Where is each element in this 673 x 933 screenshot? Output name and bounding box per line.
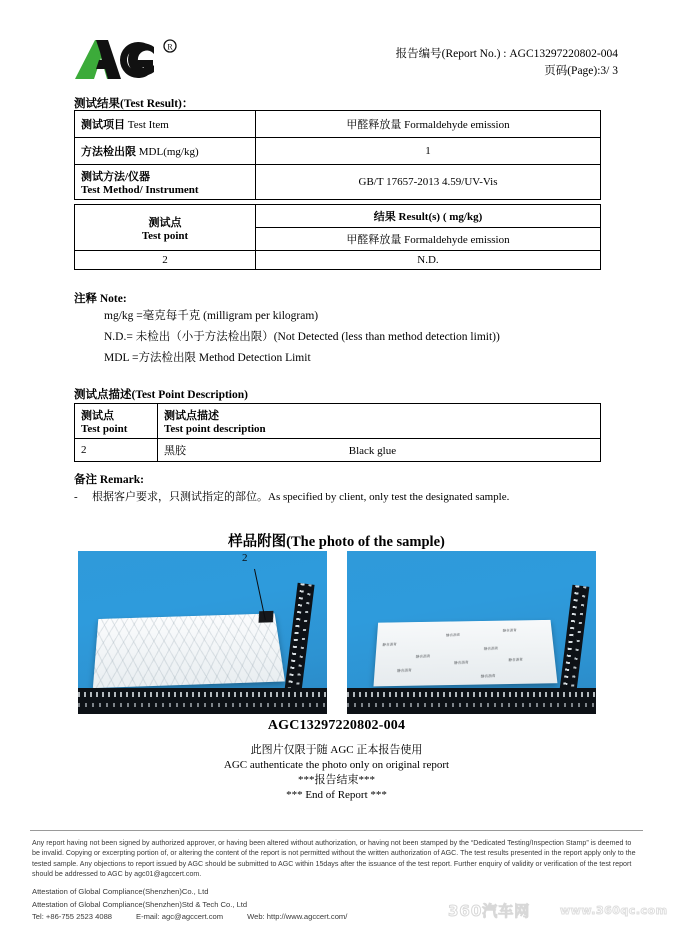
test-result-table [74,110,601,200]
sheet-mark: 静音沥青 [508,657,524,663]
row-label-en: Test Item [127,119,169,131]
desc-col1-header-cn: 测试点 [81,410,114,422]
desc-text-cn: 黑胶 [164,445,186,457]
page-header [0,0,673,92]
remark-heading [74,471,144,487]
company-web: Web: http://www.agccert.com/ [247,912,348,921]
remark-heading-cn: 备注 [74,474,97,486]
note-line: mg/kg =毫克每千克 (milligram per kilogram) [104,310,319,322]
row-value: 甲醛释放量 Formaldehyde emission [256,111,601,138]
row-label [75,138,256,165]
sample-photos [78,551,596,714]
remark-text: 根据客户要求，只测试指定的部位。As specified by client, only test the designated sample. [92,491,510,503]
sample-sheet-printed [373,620,557,686]
sheet-mark: 静音沥青 [415,654,431,659]
sample-sheet-textured [93,613,285,688]
test-point-result-table [74,204,601,270]
sheet-mark: 静音沥青 [480,673,496,679]
remark-bullet: - [74,491,78,503]
desc-col2-header [158,404,601,439]
report-meta [396,46,618,80]
ruler-vertical-icon [559,585,589,696]
end-of-report-cn: ***报告结束*** [298,774,375,786]
photo-report-number: AGC13297220802-004 [267,718,406,733]
note-heading-en: Note: [99,293,127,305]
test-point-header-cn: 测试点 [148,216,182,229]
table-row [75,251,601,270]
test-point-header-en: Test point [141,229,189,242]
remark-heading-en: Remark: [99,474,144,486]
table-row [75,205,601,228]
row-label [75,165,256,200]
end-of-report-en: *** End of Report *** [286,789,387,801]
row-label-cn: 测试项目 [81,119,125,131]
table-row [75,111,601,138]
company-tel: Tel: +86-755 2523 4088 [32,912,113,921]
test-point-pointer-label: 2 [242,552,248,564]
result-subheader: 甲醛释放量 Formaldehyde emission [256,228,601,251]
desc-col1-header [75,404,158,439]
photo-footer [0,718,673,803]
ruler-horizontal-icon [78,688,327,714]
footer-divider [30,830,643,831]
row-label-cn: 方法检出限 [81,146,136,158]
sheet-mark: 静音沥青 [483,646,499,651]
table-row [75,439,601,462]
company-contact [32,911,371,924]
row-label-cn: 测试方法/仪器 [81,171,151,183]
svg-text:R: R [167,42,173,52]
watermark-cn: 360汽车网 [448,902,531,920]
company-name-2: Attestation of Global Compliance(Shenzhen)Std & Tech Co., Ltd [32,899,248,909]
remark-body [74,489,509,505]
table-row [75,404,601,439]
test-result-heading: 测试结果(Test Result)： [74,98,194,110]
test-point-description-table [74,403,601,462]
sample-photo-left [78,551,327,714]
row-label-en: Test Method/ Instrument [81,184,199,196]
note-line: N.D.= 未检出（小于方法检出限）(Not Detected (less than method detection limit)) [104,331,500,343]
black-glue-spot [259,611,274,623]
result-value: N.D. [256,251,601,270]
company-name-1: Attestation of Global Compliance(Shenzhen)Co., Ltd [32,887,209,896]
test-point-value: 2 [75,251,256,270]
row-label [75,111,256,138]
legal-disclaimer: Any report having not been signed by authorized approver, or having been altered without authorization, or having not been stamped by the “Dedicated Testing/Inspection Stamp” is deemed to be invalid. Copying or excerpting portion of, or altering the content of the report is not permitted without the written authorization of AGC. The test results presented in the report apply only to the tested sample. Any objections to report issued by AGC should be submitted to AGC within 15days after the issuance of the test report. Further enquiry of validity or verification of the test report should be addressed to AGC by agc01@agccert.com. [32,839,636,879]
row-value: 1 [256,138,601,165]
agc-logo [74,38,194,84]
report-number: 报告编号(Report No.) : AGC13297220802-004 [395,48,618,60]
sheet-mark: 静音沥青 [396,668,412,674]
watermark-en: www.360qc.com [560,904,668,917]
desc-col2-header-en: Test point description [164,423,266,435]
watermark [448,898,668,924]
company-email: E-mail: agc@agccert.com [136,912,224,921]
table-row [75,165,601,200]
sheet-mark: 静音沥青 [453,660,469,666]
page-number: 页码(Page):3/ 3 [544,65,618,77]
note-heading [74,290,127,306]
note-line: MDL =方法检出限 Method Detection Limit [104,352,311,364]
sheet-mark: 静音沥青 [382,642,397,647]
result-header: 结果 Result(s) ( mg/kg) [256,205,601,228]
company-address [32,886,371,924]
table-row [75,138,601,165]
photo-section-title: 样品附图(The photo of the sample) [228,534,445,550]
desc-col1-header-en: Test point [81,423,128,435]
sheet-mark: 静音沥青 [502,628,517,633]
test-point-header [75,205,256,251]
ruler-horizontal-icon [347,688,596,714]
ruler-vertical-icon [284,583,315,696]
desc-col2-header-cn: 测试点描述 [164,410,219,422]
row-value: GB/T 17657-2013 4.59/UV-Vis [256,165,601,200]
photo-note-en: AGC authenticate the photo only on original report [223,759,450,771]
desc-text [158,439,601,462]
desc-text-en: Black glue [348,445,397,457]
sheet-mark: 静音沥青 [445,632,461,638]
note-lines [104,306,500,369]
test-point-description-heading: 测试点描述(Test Point Description) [74,389,248,401]
photo-note-cn: 此图片仅限于随 AGC 正本报告使用 [250,744,423,756]
sample-photo-right [347,551,596,714]
row-label-en: MDL(mg/kg) [138,146,199,158]
note-heading-cn: 注释 [74,293,97,305]
desc-point-value: 2 [75,439,158,462]
